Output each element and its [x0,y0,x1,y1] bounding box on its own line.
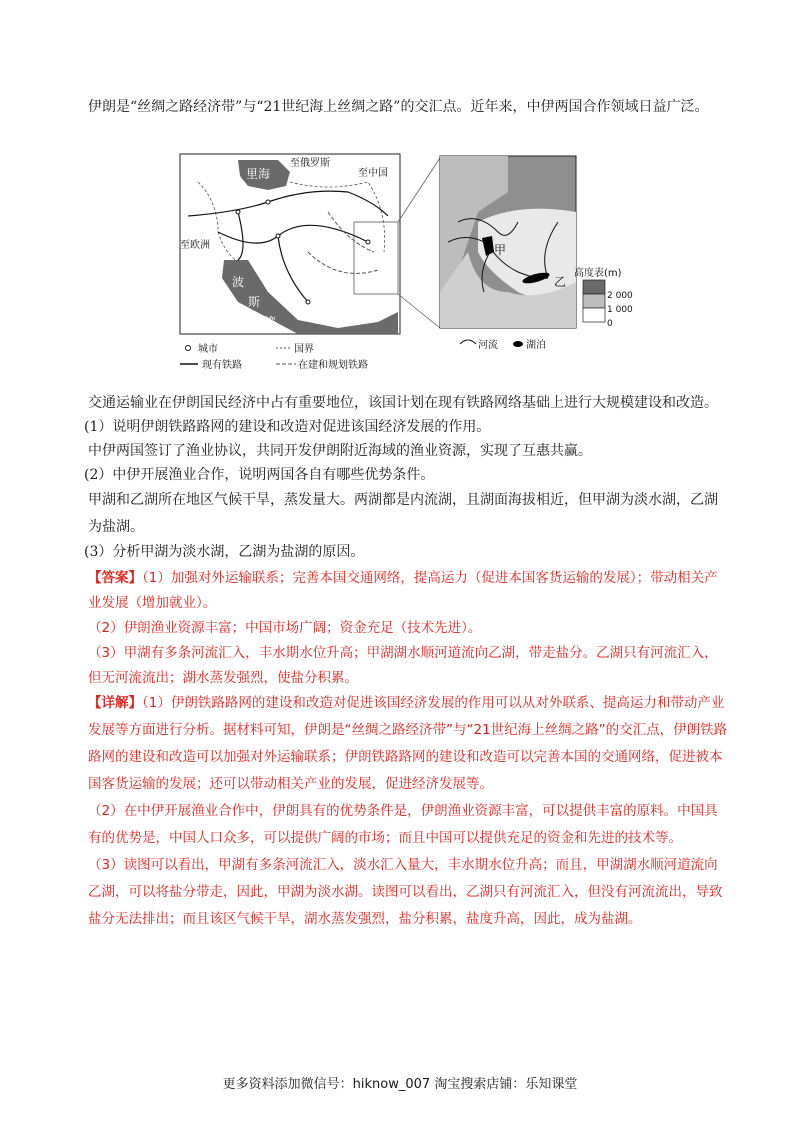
transport-paragraph: 交通运输业在伊朗国民经济中占有重要地位，该国计划在现有铁路网络基础上进行大规模建设和改造。 [88,395,718,411]
label-caspian: 里海 [246,167,271,181]
iran-map-figure [178,152,633,372]
detail-p2: （2）在中伊开展渔业合作中，伊朗具有的优势条件是，伊朗渔业资源丰富，可以提供丰富的原料。中国具有的优势是，中国人口众多，可以提供广阔的市场；而且中国可以提供充足的资金和先进的技术等。 [88,803,718,846]
label-lake-jia: 甲 [494,243,507,257]
answer-p1-text: （1）加强对外运输联系；完善本国交通网络，提高运力（促进本国客货运输的发展）；带动相关产业发展（增加就业）。 [88,570,718,611]
inset-map [440,156,576,328]
elev-1000: 1 000 [607,305,633,315]
legend-city: 城市 [198,344,218,355]
main-map [180,154,400,334]
legend-railway: 现有铁路 [202,360,242,371]
label-gulf-1: 波 [232,275,245,289]
material-1: 中伊两国签订了渔业协议，共同开发伊朗附近海域的渔业资源，实现了互惠共赢。 [88,443,592,459]
label-to-europe: 至欧洲 [180,240,210,251]
label-to-china: 至中国 [358,168,388,179]
material-2: 甲湖和乙湖所在地区气候干旱，蒸发量大。两湖都是内流湖，且湖面海拔相近，但甲湖为淡水湖，乙湖为盐湖。 [88,492,718,535]
elev-2000: 2 000 [607,291,633,301]
question-1: (1）说明伊朗铁路路网的建设和改造对促进该国经济发展的作用。 [84,419,491,435]
label-lake-yi: 乙 [554,275,567,289]
elevation-legend [574,266,633,329]
label-gulf-3: 湾 [264,315,277,329]
label-gulf-2: 斯 [248,295,261,309]
page-footer: 更多资料添加微信号：hiknow_007 淘宝搜索店铺：乐知课堂 [222,1077,578,1092]
answer-p1 [88,566,728,616]
legend-river: 河流 [478,340,498,351]
detail-p1 [88,690,728,798]
detail-p3: （3）读图可以看出，甲湖有多条河流汇入，淡水汇入量大，丰水期水位升高；而且，甲湖湖水顺河道流向乙湖，可以将盐分带走，因此，甲湖为淡水湖。读图可以看出，乙湖只有河流汇入，但没有河流流出，导致盐分无法排出；而且该区气候干旱，湖水蒸发强烈，盐分积累，盐度升高，因此，成为盐湖。 [88,857,723,927]
label-to-russia: 至俄罗斯 [290,158,330,169]
question-3: (3）分析甲湖为淡水湖，乙湖为盐湖的原因。 [84,544,365,560]
detail-block [88,690,728,933]
elevation-title: 高度表(m) [574,268,622,279]
legend-lake: 湖泊 [526,340,546,351]
answer-tag: 【答案】 [88,570,142,586]
map-legend [180,338,546,371]
legend-planned: 在建和规划铁路 [298,360,368,371]
legend-border: 国界 [294,344,314,355]
intro-paragraph: 伊朗是“丝绸之路经济带”与“21世纪海上丝绸之路”的交汇点。近年来，中伊两国合作领域日益广泛。 [88,99,709,115]
detail-tag: 【详解】 [88,695,142,711]
question-2: (2）中伊开展渔业合作，说明两国各自有哪些优势条件。 [84,467,435,483]
answer-p2: （2）伊朗渔业资源丰富；中国市场广阔；资金充足（技术先进）。 [88,620,482,636]
answer-p3: （3）甲湖有多条河流汇入，丰水期水位升高；甲湖湖水顺河道流向乙湖，带走盐分。乙湖只有河流汇入，但无河流流出；湖水蒸发强烈，使盐分积累。 [88,645,718,686]
detail-p1-text: （1）伊朗铁路路网的建设和改造对促进该国经济发展的作用可以从对外联系、提高运力和带动产业发展等方面进行分析。据材料可知，伊朗是“丝绸之路经济带”与“21世纪海上丝绸之路”的交汇点，伊朗铁路路网的建设和改造可以加强对外运输联系；伊朗铁路路网的建设和改造可以完善本国的交通网络，促进被本国客货运输的发展；还可以带动相关产业的发展，促进经济发展等。 [88,695,728,792]
elev-0: 0 [607,319,613,329]
answer-block [88,566,728,691]
